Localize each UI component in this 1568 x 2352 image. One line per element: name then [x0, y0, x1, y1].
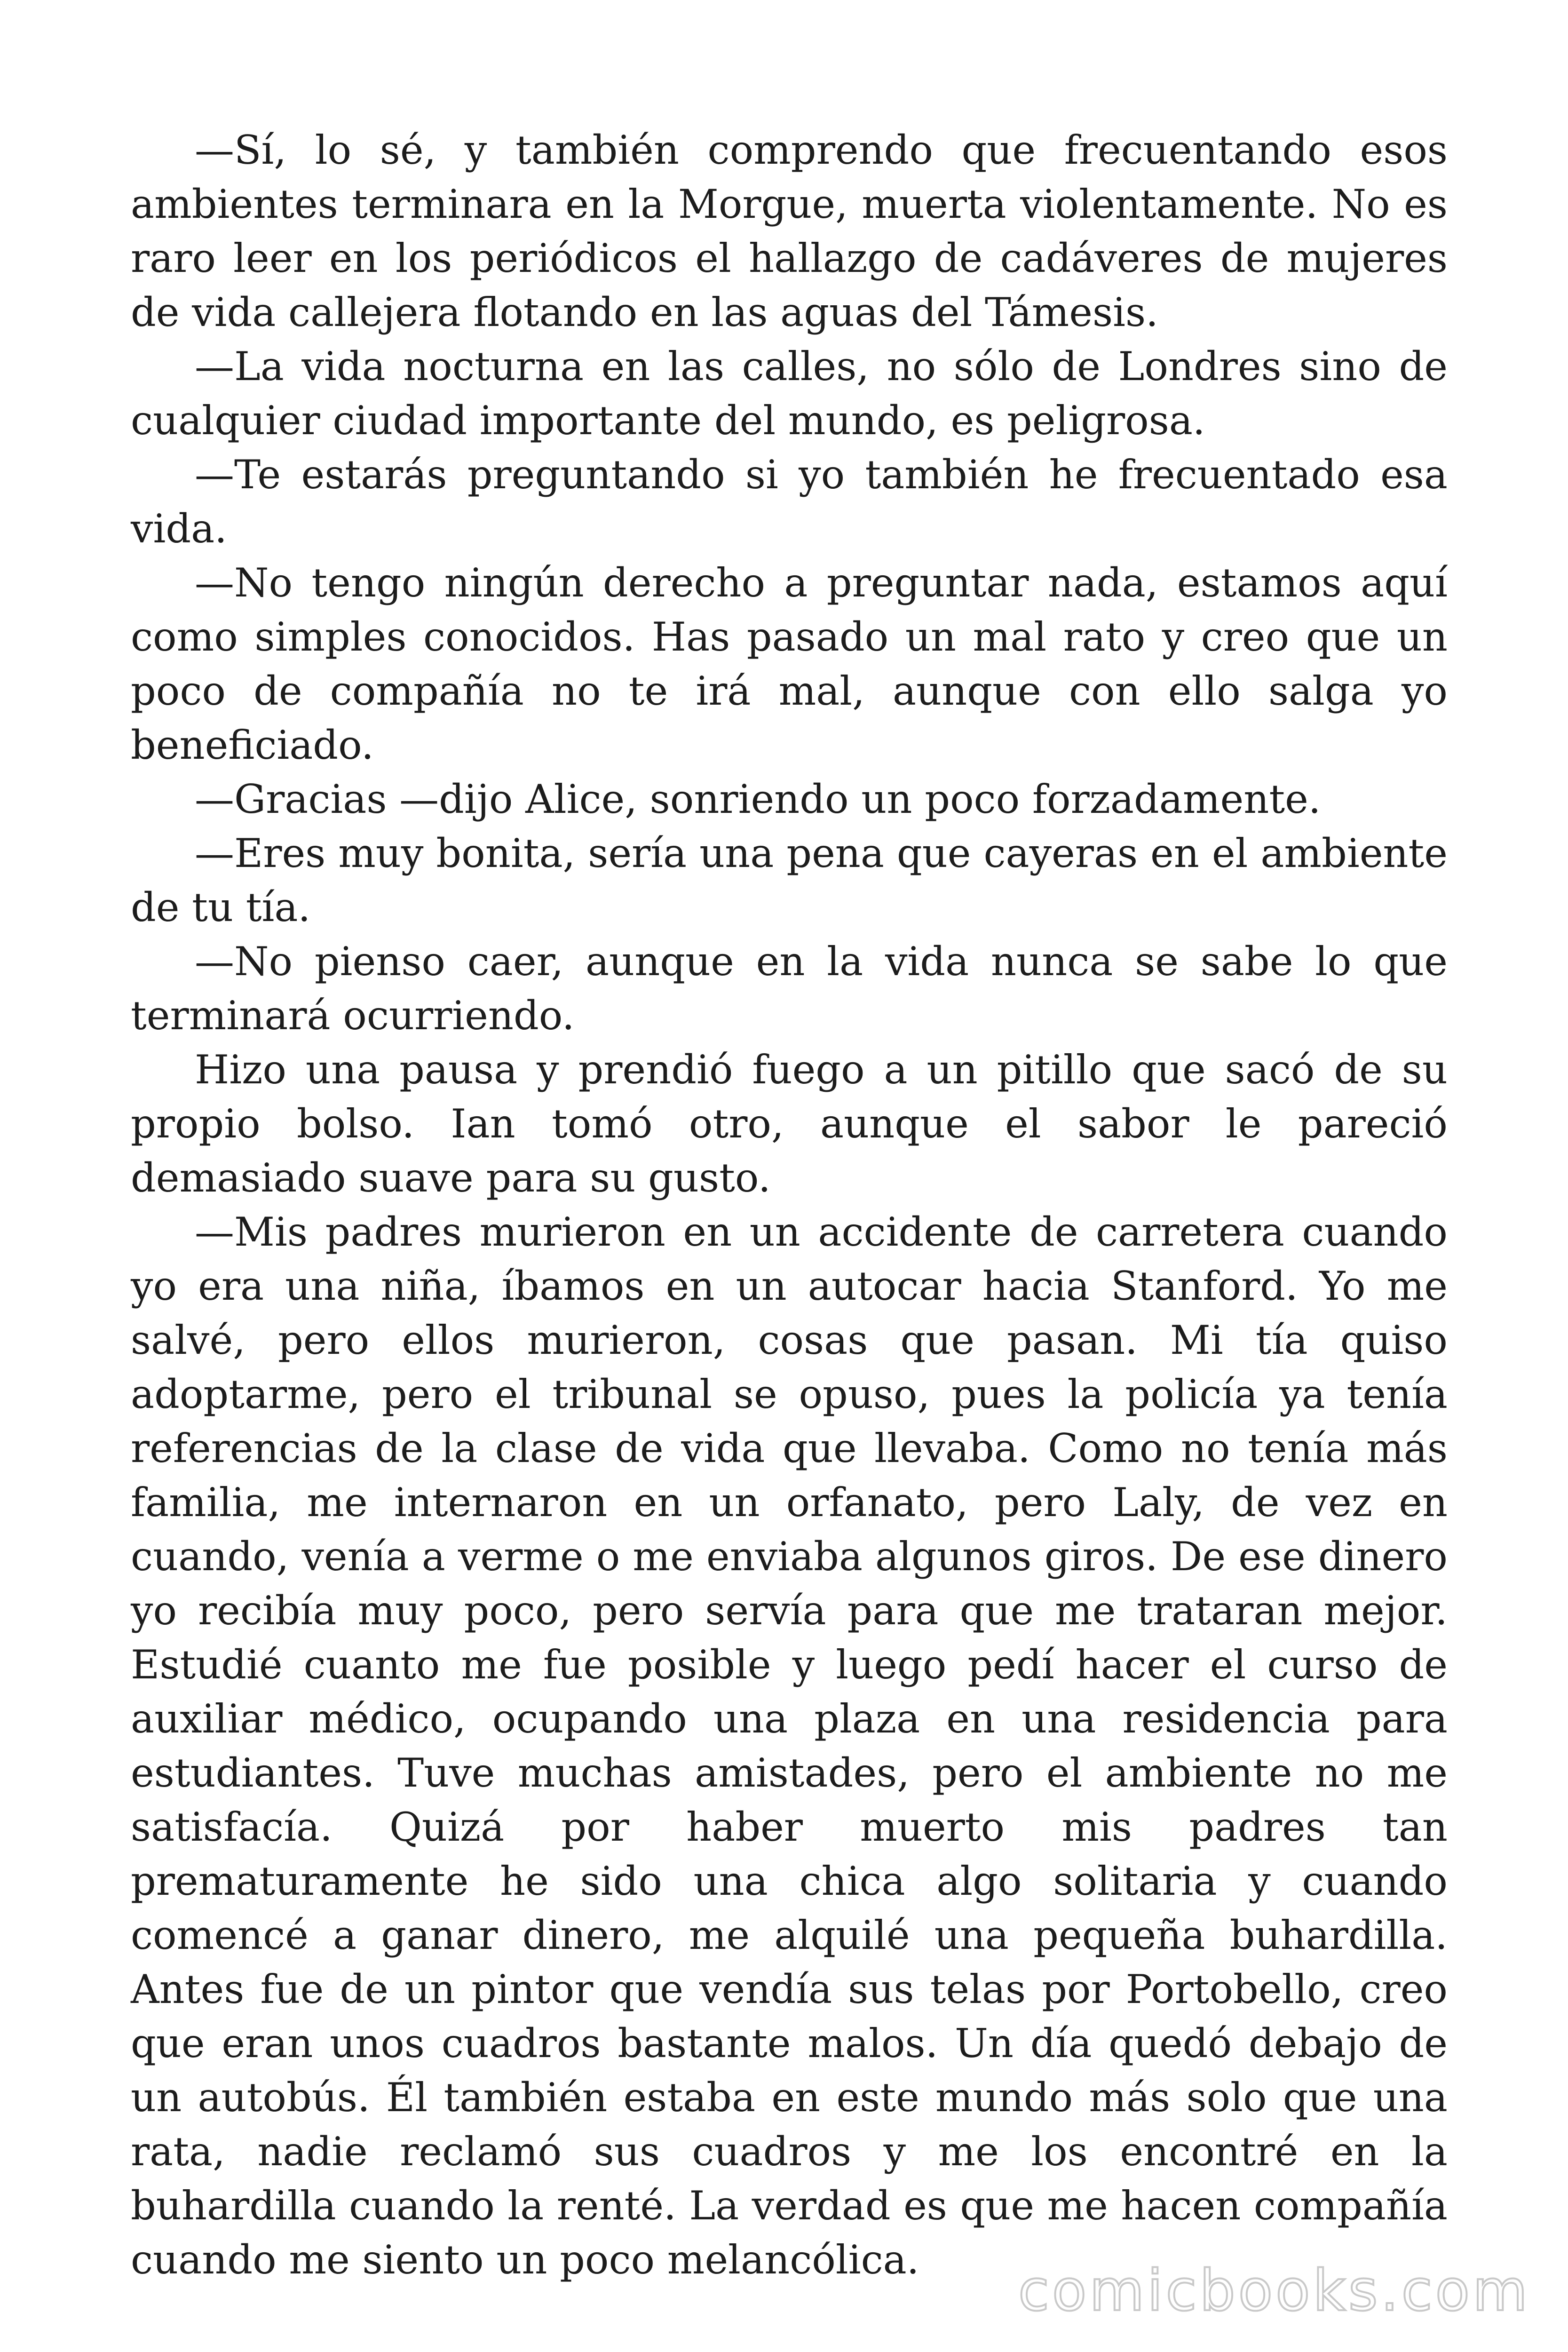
paragraph: —Mis padres murieron en un accidente de carretera cuando yo era una niña, íbamos en un autocar hacia Stanford. Yo me salvé, pero ellos murieron, cosas que pasan. Mi tía quiso adoptarme, pero el tribunal se opuso, pues la policía ya tenía referencias de la clase de vida que llevaba. Como no tenía más familia, me internaron en un orfanato, pero Laly, de vez en cuando, venía a verme o me enviaba algunos giros. De ese dinero yo recibía muy poco, pero servía para que me trataran mejor. Estudié cuanto me fue posible y luego pedí hacer el curso de auxiliar médico, ocupando una plaza en una residencia para estudiantes. Tuve muchas amistades, pero el ambiente no me satisfacía. Quizá por haber muerto mis padres tan prematuramente he sido una chica algo solitaria y cuando comencé a ganar dinero, me alquilé una pequeña buhardilla. Antes fue de un pintor que vendía sus telas por Portobello, creo que eran unos cuadros bastante malos. Un día quedó debajo de un autobús. Él también estaba en este mundo más solo que una rata, nadie reclamó sus cuadros y me los encontré en la buhardilla cuando la renté. La verdad es que me hacen compañía cuando me siento un poco melancólica. [131, 1209, 1448, 2283]
paragraph: Hizo una pausa y prendió fuego a un pitillo que sacó de su propio bolso. Ian tomó otro, aunque el sabor le pareció demasiado suave para su gusto. [131, 1047, 1448, 1201]
paragraph: —Te estarás preguntando si yo también he frecuentado esa vida. [131, 452, 1448, 552]
paragraph: —Sí, lo sé, y también comprendo que frecuentando esos ambientes terminara en la Morgue, muerta violentamente. No es raro leer en los periódicos el hallazgo de cadáveres de mujeres de vida callejera flotando en las aguas del Támesis. [131, 127, 1448, 335]
paragraph: —Eres muy bonita, sería una pena que cayeras en el ambiente de tu tía. [131, 830, 1448, 930]
paragraph: —La vida nocturna en las calles, no sólo de Londres sino de cualquier ciudad importante del mundo, es peligrosa. [131, 343, 1448, 444]
watermark: comicbooks.com [1018, 2258, 1530, 2324]
paragraph: —No tengo ningún derecho a preguntar nada, estamos aquí como simples conocidos. Has pasado un mal rato y creo que un poco de compañía no te irá mal, aunque con ello salga yo beneficiado. [131, 560, 1448, 768]
paragraph: —No pienso caer, aunque en la vida nunca se sabe lo que terminará ocurriendo. [131, 938, 1448, 1039]
paragraph: —Gracias —dijo Alice, sonriendo un poco forzadamente. [195, 776, 1321, 822]
book-page-text [131, 123, 1448, 2287]
